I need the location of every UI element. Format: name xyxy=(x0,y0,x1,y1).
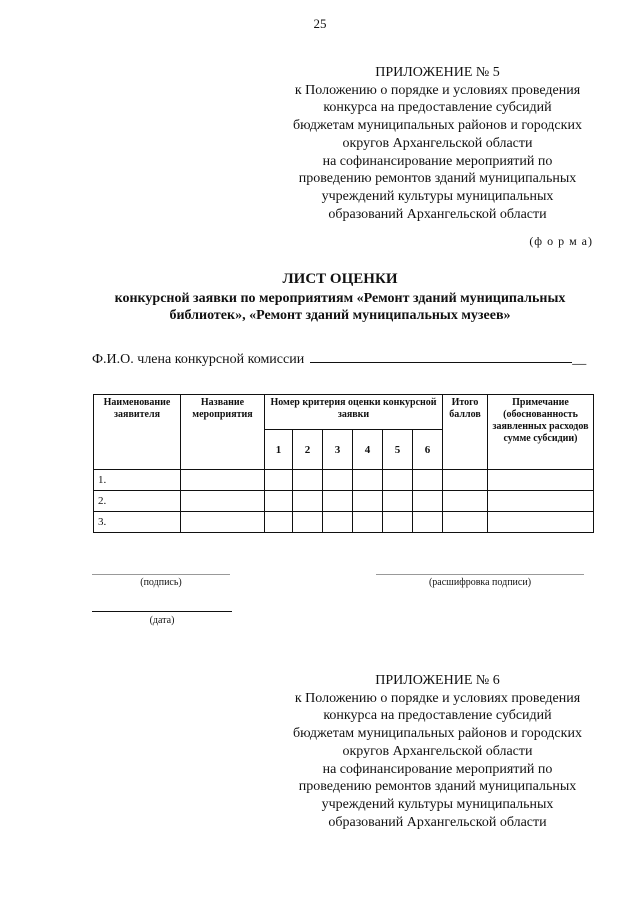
appendix-5-line: проведению ремонтов зданий муниципальных xyxy=(298,171,577,187)
appendix-6-title: ПРИЛОЖЕНИЕ № 6 xyxy=(375,673,500,688)
criterion-number: 2 xyxy=(293,430,323,470)
appendix-5-line: округов Архангельской области xyxy=(342,135,533,151)
cell-score[interactable] xyxy=(293,470,323,491)
appendix-6-line: к Положению о порядке и условиях проведения xyxy=(294,690,581,706)
appendix-5-block xyxy=(270,64,605,223)
row-number: 1. xyxy=(94,470,181,491)
form-label: (ф о р м а) xyxy=(529,234,593,248)
signature-line[interactable] xyxy=(92,574,230,575)
commission-member-field[interactable] xyxy=(310,348,572,363)
document-subtitle-line: конкурсной заявки по мероприятиям «Ремонт зданий муниципальных xyxy=(114,291,566,306)
row-number: 3. xyxy=(94,512,181,533)
appendix-6-line: округов Архангельской области xyxy=(342,743,533,759)
cell-score[interactable] xyxy=(383,491,413,512)
header-applicant: Наименование заявителя xyxy=(94,395,181,470)
cell-score[interactable] xyxy=(293,491,323,512)
cell-note[interactable] xyxy=(488,512,594,533)
cell-score[interactable] xyxy=(383,512,413,533)
criterion-number: 1 xyxy=(265,430,293,470)
cell-score[interactable] xyxy=(383,470,413,491)
header-total: Итого баллов xyxy=(443,395,488,470)
header-note: Примечание (обоснованность заявленных расходов сумме субсидии) xyxy=(488,395,594,470)
cell-event[interactable] xyxy=(181,470,265,491)
table-row xyxy=(94,512,594,533)
commission-member-label: Ф.И.О. члена конкурсной комиссии xyxy=(92,352,305,367)
appendix-6-line: образований Архангельской области xyxy=(328,814,547,830)
cell-total[interactable] xyxy=(443,491,488,512)
date-caption: (дата) xyxy=(149,615,175,626)
cell-score[interactable] xyxy=(413,512,443,533)
signature-caption: (подпись) xyxy=(140,577,182,588)
decoding-caption: (расшифровка подписи) xyxy=(428,577,532,588)
appendix-5-line: к Положению о порядке и условиях проведения xyxy=(294,82,581,98)
appendix-5-line: на софинансирование мероприятий по xyxy=(322,153,553,169)
header-criteria: Номер критерия оценки конкурсной заявки xyxy=(265,395,443,430)
cell-score[interactable] xyxy=(323,470,353,491)
cell-score[interactable] xyxy=(323,491,353,512)
document-title: ЛИСТ ОЦЕНКИ xyxy=(282,271,398,287)
commission-member-row xyxy=(92,348,586,368)
cell-score[interactable] xyxy=(353,491,383,512)
cell-event[interactable] xyxy=(181,491,265,512)
cell-note[interactable] xyxy=(488,470,594,491)
commission-member-tail: __ xyxy=(572,352,587,367)
page-number: 25 xyxy=(313,16,327,31)
cell-score[interactable] xyxy=(353,470,383,491)
criterion-number: 3 xyxy=(323,430,353,470)
appendix-6-line: бюджетам муниципальных районов и городских xyxy=(293,726,582,742)
document-subtitle-line: библиотек», «Ремонт зданий муниципальных музеев» xyxy=(169,308,511,323)
appendix-6-block xyxy=(270,672,605,831)
cell-total[interactable] xyxy=(443,512,488,533)
cell-score[interactable] xyxy=(265,491,293,512)
appendix-6-line: учреждений культуры муниципальных xyxy=(321,796,554,812)
cell-score[interactable] xyxy=(353,512,383,533)
appendix-6-line: конкурса на предоставление субсидий xyxy=(323,708,552,724)
cell-score[interactable] xyxy=(413,491,443,512)
appendix-5-line: образований Архангельской области xyxy=(328,206,547,222)
criterion-number: 5 xyxy=(383,430,413,470)
appendix-5-line: бюджетам муниципальных районов и городских xyxy=(293,118,582,134)
cell-event[interactable] xyxy=(181,512,265,533)
cell-note[interactable] xyxy=(488,491,594,512)
appendix-5-title: ПРИЛОЖЕНИЕ № 5 xyxy=(375,65,500,80)
appendix-6-line: проведению ремонтов зданий муниципальных xyxy=(298,779,577,795)
criterion-number: 4 xyxy=(353,430,383,470)
table-row xyxy=(94,470,594,491)
cell-total[interactable] xyxy=(443,470,488,491)
appendix-6-line: на софинансирование мероприятий по xyxy=(322,761,553,777)
row-number: 2. xyxy=(94,491,181,512)
cell-score[interactable] xyxy=(293,512,323,533)
cell-score[interactable] xyxy=(413,470,443,491)
appendix-5-line: учреждений культуры муниципальных xyxy=(321,188,554,204)
criterion-number: 6 xyxy=(413,430,443,470)
decoding-line[interactable] xyxy=(376,574,584,575)
table-row xyxy=(94,491,594,512)
evaluation-table xyxy=(93,394,594,533)
appendix-5-line: конкурса на предоставление субсидий xyxy=(323,100,552,116)
cell-score[interactable] xyxy=(265,470,293,491)
document-subtitle xyxy=(80,290,600,324)
cell-score[interactable] xyxy=(265,512,293,533)
cell-score[interactable] xyxy=(323,512,353,533)
header-event: Название мероприятия xyxy=(181,395,265,470)
date-line[interactable] xyxy=(92,611,232,612)
